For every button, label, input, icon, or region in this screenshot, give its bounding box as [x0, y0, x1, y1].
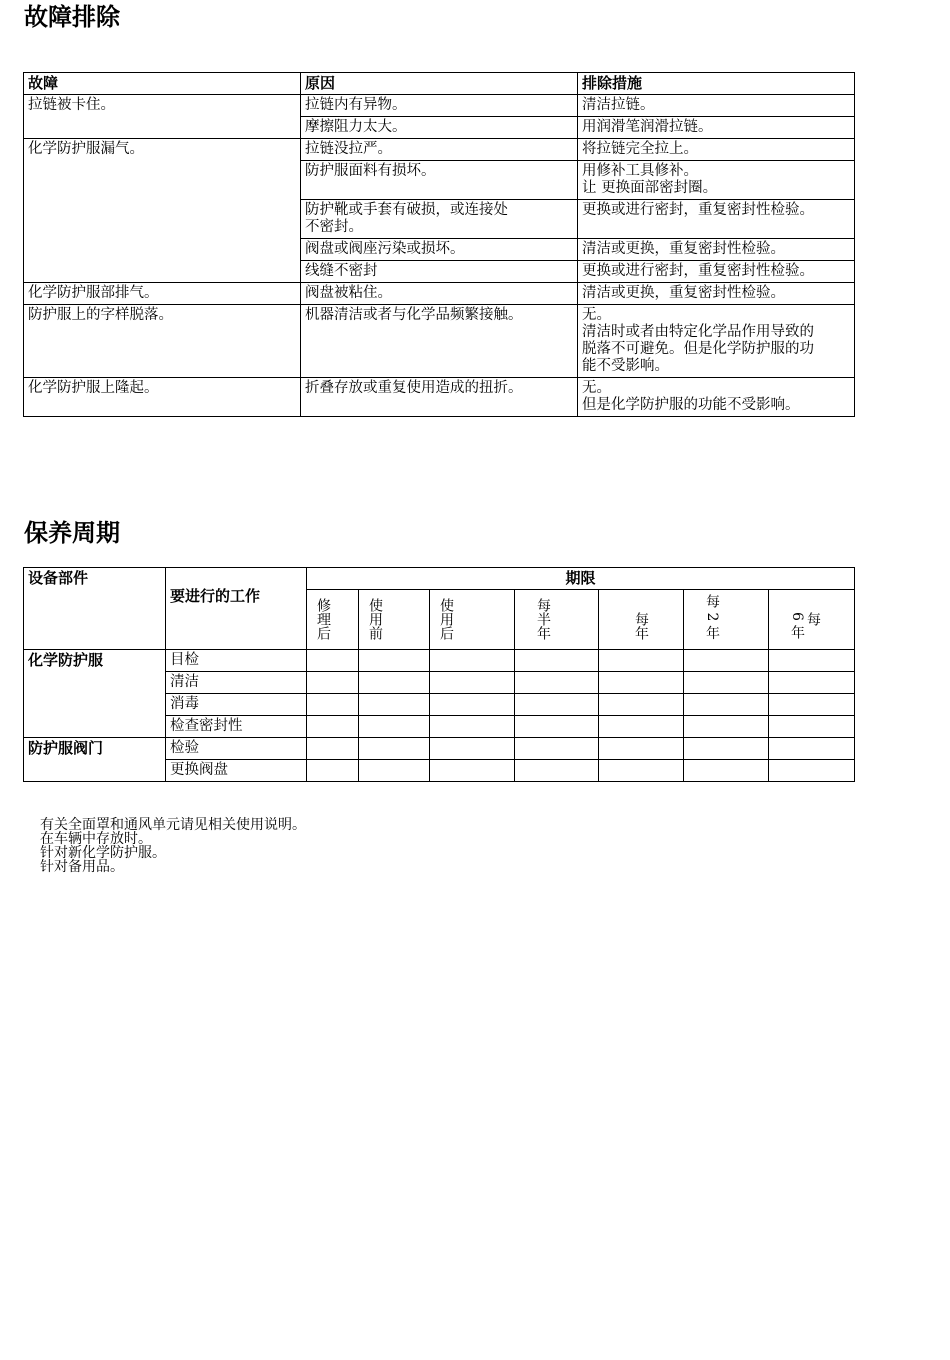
period-cell — [684, 590, 769, 650]
period-cell — [430, 590, 515, 650]
task-cell: 清洁 — [166, 671, 307, 693]
cause-cell: 拉链没拉严。 — [301, 139, 578, 161]
part-cell: 防护服阀门 — [24, 737, 166, 781]
table-header-row — [24, 568, 855, 590]
footnote: 有关全面罩和通风单元请见相关使用说明。 — [40, 817, 306, 833]
header-fault: 故障 — [24, 73, 301, 95]
cause-cell: 防护服面料有损坏。 — [301, 161, 578, 200]
fault-cell: 化学防护服上隆起。 — [24, 378, 301, 417]
fault-cell: 化学防护服部排气。 — [24, 283, 301, 305]
task-cell: 消毒 — [166, 693, 307, 715]
task-cell: 检查密封性 — [166, 715, 307, 737]
table-row — [24, 737, 855, 759]
table-row — [24, 378, 855, 417]
table-row — [24, 95, 855, 117]
cause-cell: 防护靴或手套有破损，或连接处 不密封。 — [301, 200, 578, 239]
period-cell — [515, 590, 599, 650]
period-label: 每 6 年 — [789, 612, 821, 640]
task-cell: 更换阀盘 — [166, 759, 307, 781]
remedy-cell: 更换或进行密封，重复密封性检验。 — [578, 261, 855, 283]
header-remedy: 排除措施 — [578, 73, 855, 95]
period-cell — [359, 590, 430, 650]
fault-cell: 拉链被卡住。 — [24, 95, 301, 139]
remedy-cell: 更换或进行密封，重复密封性检验。 — [578, 200, 855, 239]
period-cell — [769, 590, 855, 650]
footnotes — [40, 818, 306, 874]
footnote: 针对备用品。 — [40, 859, 124, 875]
table-header-row — [24, 73, 855, 95]
remedy-cell: 无。 清洁时或者由特定化学品作用导致的 脱落不可避免。但是化学防护服的功 能不受影响。 — [578, 305, 855, 378]
remedy-cell: 清洁拉链。 — [578, 95, 855, 117]
remedy-cell: 清洁或更换，重复密封性检验。 — [578, 239, 855, 261]
header-part: 设备部件 — [24, 568, 166, 650]
header-cause: 原因 — [301, 73, 578, 95]
cause-cell: 拉链内有异物。 — [301, 95, 578, 117]
remedy-cell: 用修补工具修补。 让 更换面部密封圈。 — [578, 161, 855, 200]
cause-cell: 摩擦阻力太大。 — [301, 117, 578, 139]
period-label: 每 2 年 — [704, 594, 720, 640]
cause-cell: 折叠存放或重复使用造成的扭折。 — [301, 378, 578, 417]
troubleshooting-title: 故障排除 — [24, 3, 120, 31]
period-cell — [307, 590, 359, 650]
table-row — [24, 305, 855, 378]
cause-cell: 阀盘被粘住。 — [301, 283, 578, 305]
cause-cell: 线缝不密封 — [301, 261, 578, 283]
table-row — [24, 649, 855, 671]
maintenance-title: 保养周期 — [24, 519, 120, 547]
maintenance-table — [23, 567, 855, 782]
header-work: 要进行的工作 — [166, 568, 307, 650]
period-label: 每年 — [633, 611, 649, 640]
cause-cell: 阀盘或阀座污染或损坏。 — [301, 239, 578, 261]
remedy-cell: 用润滑笔润滑拉链。 — [578, 117, 855, 139]
fault-cell: 化学防护服漏气。 — [24, 139, 301, 283]
period-label: 修理后 — [315, 597, 331, 640]
period-cell — [599, 590, 684, 650]
period-label: 每半年 — [535, 597, 551, 640]
remedy-cell: 将拉链完全拉上。 — [578, 139, 855, 161]
period-label: 使用后 — [438, 597, 454, 640]
table-row — [24, 139, 855, 161]
part-cell: 化学防护服 — [24, 649, 166, 737]
header-period: 期限 — [307, 568, 855, 590]
footnote: 在车辆中存放时。 — [40, 831, 152, 847]
task-cell: 目检 — [166, 649, 307, 671]
remedy-cell: 清洁或更换，重复密封性检验。 — [578, 283, 855, 305]
task-cell: 检验 — [166, 737, 307, 759]
troubleshooting-table — [23, 72, 855, 417]
cause-cell: 机器清洁或者与化学品频繁接触。 — [301, 305, 578, 378]
footnote: 针对新化学防护服。 — [40, 845, 166, 861]
fault-cell: 防护服上的字样脱落。 — [24, 305, 301, 378]
period-label: 使用前 — [367, 597, 383, 640]
remedy-cell: 无。 但是化学防护服的功能不受影响。 — [578, 378, 855, 417]
table-row — [24, 283, 855, 305]
